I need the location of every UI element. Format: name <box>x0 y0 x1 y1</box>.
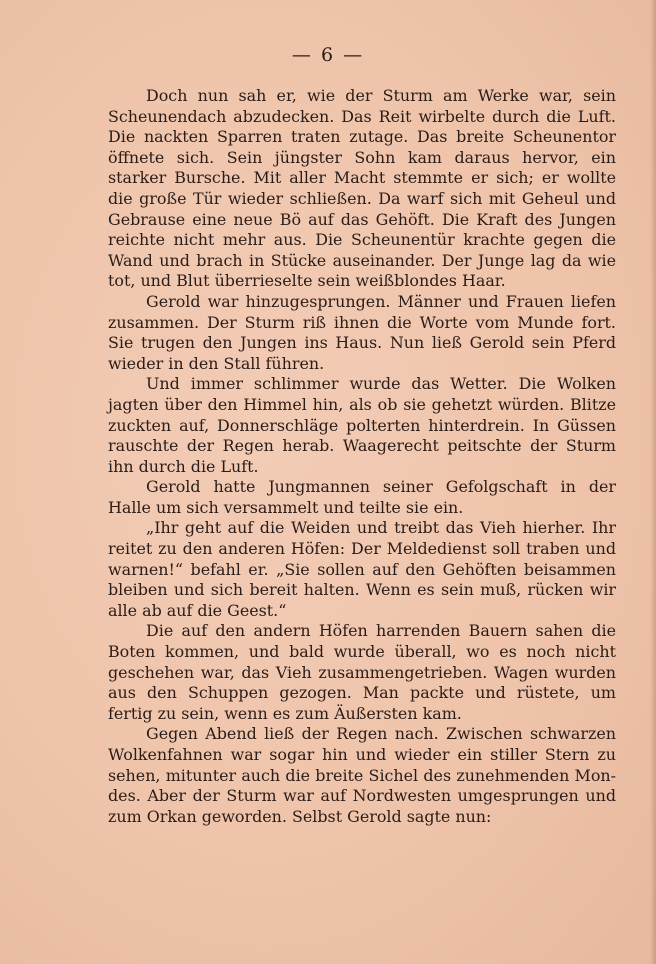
paragraph: „Ihr geht auf die Weiden und treibt das Vieh hierher. Ihr reitet zu den anderen Höfen: Der Meldedienst soll traben und warnen!“ befahl er. „Sie sollen auf den Gehöften beisammen bleiben und sich bereit halten. Wenn es sein muß, rücken wir alle ab auf die Geest.“ <box>108 518 616 620</box>
paragraph: Die auf den andern Höfen harrenden Bauern sahen die Boten kommen, und bald wurde überall, wo es noch nicht geschehen war, das Vieh zusammengetrieben. Wagen wurden aus den Schuppen gezogen. Man packte und rüstete, um fertig zu sein, wenn es zum Äußersten kam. <box>108 621 616 723</box>
page-number: — 6 — <box>291 44 365 66</box>
body-text <box>108 86 616 827</box>
paragraph: Und immer schlimmer wurde das Wetter. Die Wolken jagten über den Himmel hin, als ob sie gehetzt würden. Blitze zuckten auf, Donnerschläge polterten hinterdrein. In Güssen rauschte der Regen herab. Waagerecht peitschte der Sturm ihn durch die Luft. <box>108 374 616 476</box>
paragraph: Doch nun sah er, wie der Sturm am Werke war, sein Scheunendach abzudecken. Das Reit wirbelte durch die Luft. Die nackten Sparren traten zutage. Das breite Scheunentor öffnete sich. Sein jüngster Sohn kam daraus hervor, ein starker Bursche. Mit aller Macht stemmte er sich; er wollte die große Tür wieder schließen. Da warf sich mit Geheul und Gebrause eine neue Bö auf das Gehöft. Die Kraft des Jungen reichte nicht mehr aus. Die Scheunentür krachte gegen die Wand und brach in Stücke auseinander. Der Junge lag da wie tot, und Blut überrieselte sein weißblondes Haar. <box>108 86 616 291</box>
page-edge-shadow <box>650 0 656 964</box>
paragraph: Gegen Abend ließ der Regen nach. Zwischen schwarzen Wolkenfahnen war sogar hin und wieder ein stiller Stern zu sehen, mitunter auch die breite Sichel des zunehmenden Mondes. Aber der Sturm war auf Nordwesten umgesprungen und zum Orkan geworden. Selbst Gerold sagte nun: <box>108 724 616 826</box>
paragraph: Gerold hatte Jungmannen seiner Gefolgschaft in der Halle um sich versammelt und teilte sie ein. <box>108 477 616 517</box>
paragraph: Gerold war hinzugesprungen. Männer und Frauen liefen zusammen. Der Sturm riß ihnen die Worte vom Munde fort. Sie trugen den Jungen ins Haus. Nun ließ Gerold sein Pferd wieder in den Stall führen. <box>108 291 616 373</box>
